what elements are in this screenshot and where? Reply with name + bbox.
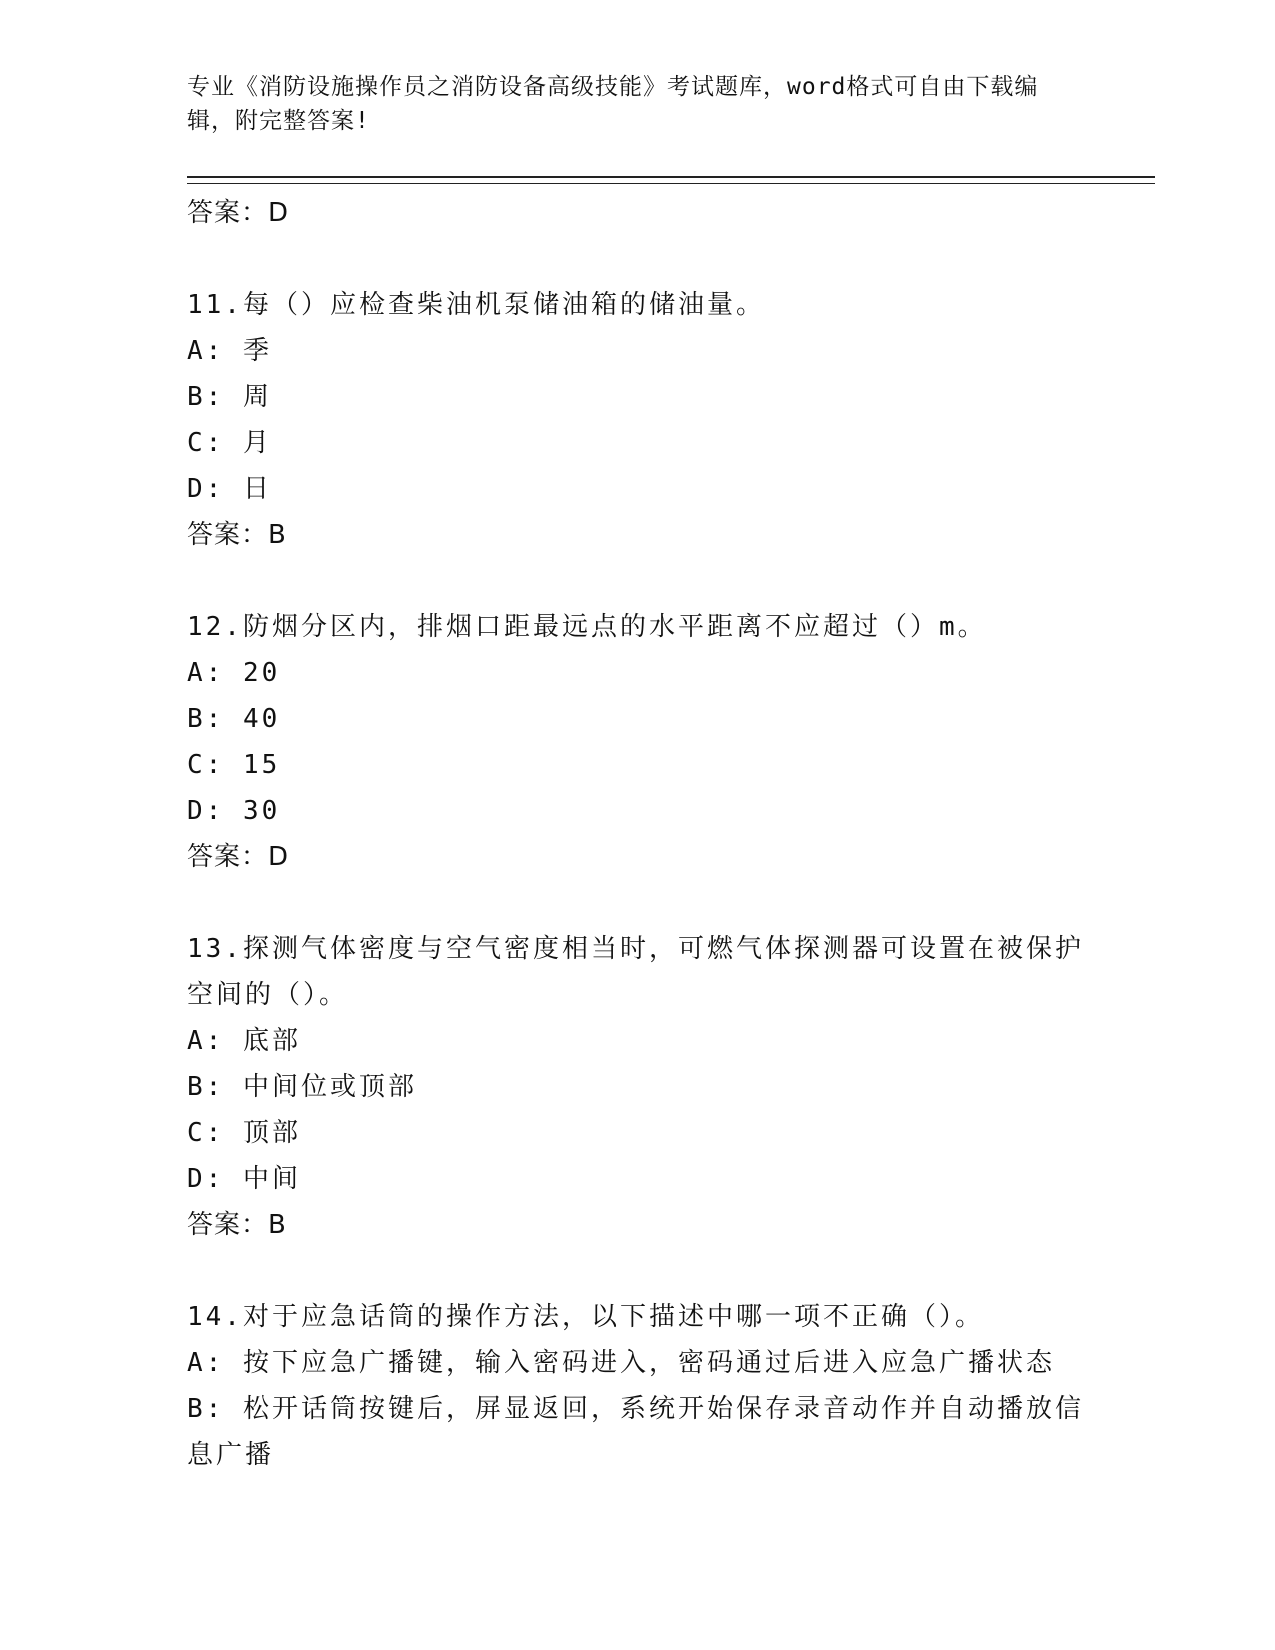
answer-line: 答案：D bbox=[187, 198, 290, 228]
answer-line: 答案：B bbox=[187, 520, 287, 550]
question-13 bbox=[187, 926, 1147, 1248]
option-c: C: 15 bbox=[187, 750, 281, 780]
option-d: D: 30 bbox=[187, 796, 281, 826]
question-14 bbox=[187, 1294, 1147, 1478]
option-d: D: 日 bbox=[187, 474, 272, 504]
option-a: A: 季 bbox=[187, 336, 272, 366]
option-d: D: 中间 bbox=[187, 1164, 301, 1194]
answer-line: 答案：D bbox=[187, 842, 290, 872]
option-a: A: 底部 bbox=[187, 1026, 301, 1056]
question-stem: 14.对于应急话筒的操作方法，以下描述中哪一项不正确（）。 bbox=[187, 1302, 984, 1332]
option-b: B: 松开话筒按键后，屏显返回，系统开始保存录音动作并自动播放信息广播 bbox=[187, 1394, 1084, 1470]
document-page bbox=[187, 70, 1147, 1478]
option-b: B: 周 bbox=[187, 382, 272, 412]
option-b: B: 中间位或顶部 bbox=[187, 1072, 417, 1102]
header-divider bbox=[187, 176, 1155, 184]
answer-line: 答案：B bbox=[187, 1210, 287, 1240]
option-b: B: 40 bbox=[187, 704, 281, 734]
option-c: C: 顶部 bbox=[187, 1118, 301, 1148]
question-11 bbox=[187, 282, 1147, 558]
question-12 bbox=[187, 604, 1147, 880]
option-c: C: 月 bbox=[187, 428, 272, 458]
option-a: A: 按下应急广播键，输入密码进入，密码通过后进入应急广播状态 bbox=[187, 1348, 1055, 1378]
option-a: A: 20 bbox=[187, 658, 281, 688]
question-stem: 13.探测气体密度与空气密度相当时，可燃气体探测器可设置在被保护空间的（）。 bbox=[187, 934, 1084, 1010]
question-stem: 11.每（）应检查柴油机泵储油箱的储油量。 bbox=[187, 290, 765, 320]
question-stem: 12.防烟分区内，排烟口距最远点的水平距离不应超过（）m。 bbox=[187, 612, 987, 642]
header-description: 专业《消防设施操作员之消防设备高级技能》考试题库，word格式可自由下载编辑，附完整答案! bbox=[187, 74, 1039, 134]
